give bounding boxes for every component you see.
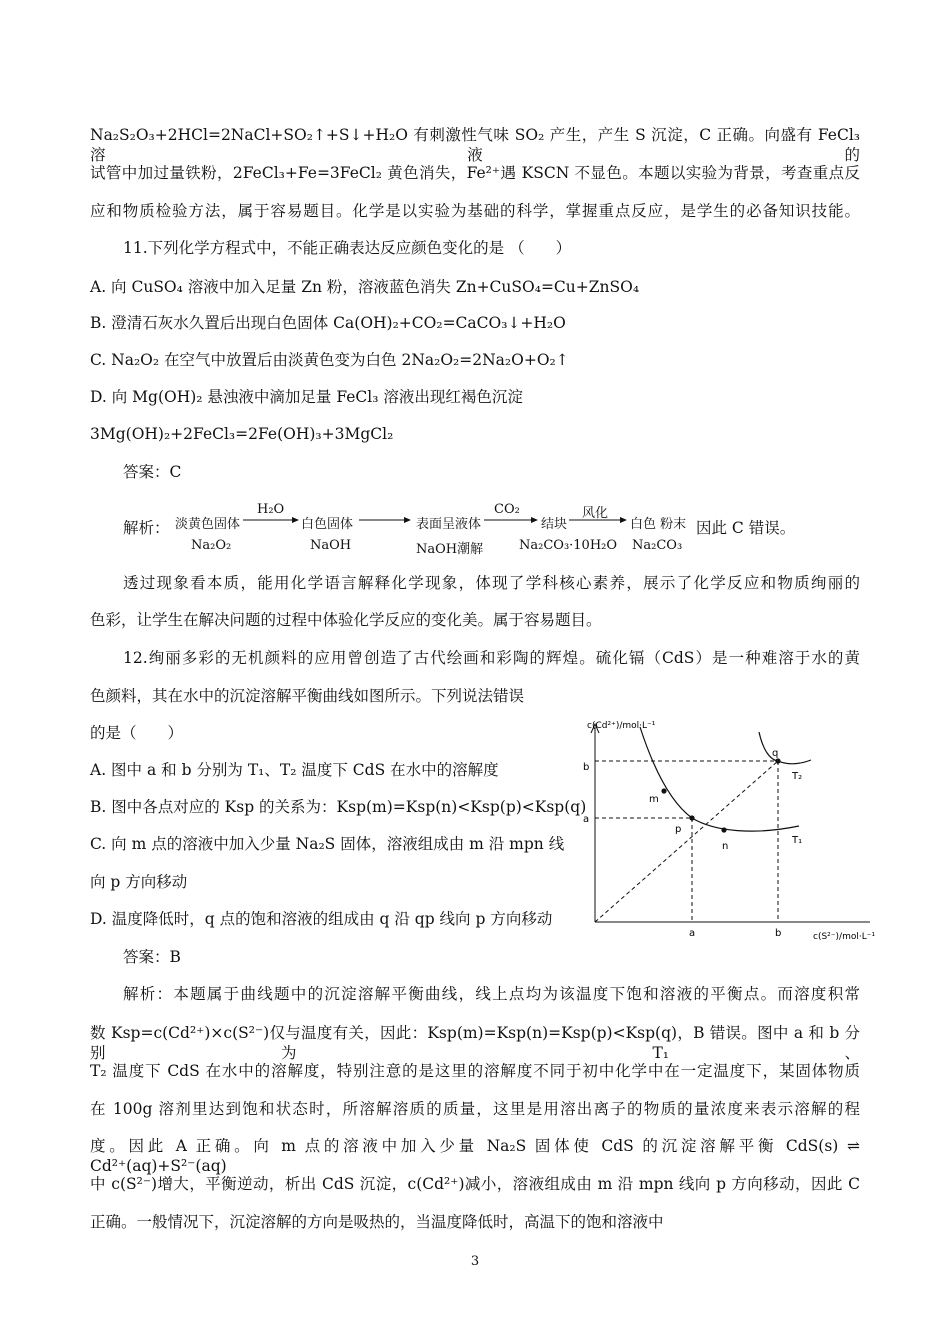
answer-12: 答案：B bbox=[123, 948, 181, 966]
point-n bbox=[721, 827, 726, 832]
text-line: 色彩，让学生在解决问题的过程中体验化学反应的变化美。属于容易题目。 bbox=[90, 611, 602, 629]
question-11-stem: 11.下列化学方程式中，不能正确表达反应颜色变化的是 （ ） bbox=[123, 239, 572, 257]
question-11-option-b: B. 澄清石灰水久置后出现白色固体 Ca(OH)₂+CO₂=CaCO₃↓+H₂O bbox=[90, 314, 566, 332]
text-line: 应和物质检验方法，属于容易题目。化学是以实验为基础的科学，掌握重点反应，是学生的必备知识技能。 bbox=[90, 202, 860, 220]
reaction-flow-diagram bbox=[123, 500, 843, 560]
x-tick-b: b bbox=[775, 928, 782, 939]
label-q: q bbox=[772, 748, 779, 759]
flow-step-3-label: 表面呈液体 bbox=[416, 517, 482, 532]
text-line: Na₂S₂O₃+2HCl=2NaCl+SO₂↑+S↓+H₂O 有刺激性气味 SO₂ 产生，产生 S 沉淀，C 正确。向盛有 FeCl₃ 溶液的 bbox=[90, 126, 860, 164]
flow-step-2-formula: NaOH bbox=[310, 538, 352, 553]
flow-step-5-label: 白色 粉末 bbox=[630, 517, 687, 532]
question-11-option-d: D. 向 Mg(OH)₂ 悬浊液中滴加足量 FeCl₃ 溶液出现红褐色沉淀 bbox=[90, 388, 523, 406]
point-p bbox=[689, 815, 694, 820]
flow-step-3-formula: NaOH潮解 bbox=[416, 542, 484, 557]
curve-t1 bbox=[640, 727, 799, 831]
explanation-line: 正确。一般情况下，沉淀溶解的方向是吸热的，当温度降低时，高温下的饱和溶液中 bbox=[90, 1213, 664, 1231]
explanation-line: 解析：本题属于曲线题中的沉淀溶解平衡曲线，线上点均为该温度下饱和溶液的平衡点。而溶度积常 bbox=[123, 985, 860, 1003]
text-line: 试管中加过量铁粉，2FeCl₃+Fe=3FeCl₂ 黄色消失，Fe²⁺遇 KSCN 不显色。本题以实验为背景，考查重点反 bbox=[90, 164, 860, 182]
flow-arrows bbox=[123, 500, 843, 560]
question-12-option-a: A. 图中 a 和 b 分别为 T₁、T₂ 温度下 CdS 在水中的溶解度 bbox=[90, 761, 499, 779]
page-number: 3 bbox=[470, 1254, 480, 1269]
flow-step-1-formula: Na₂O₂ bbox=[191, 538, 232, 553]
explanation-line: T₂ 温度下 CdS 在水中的溶解度，特别注意的是这里的溶解度不同于初中化学中在一定温度下，某固体物质 bbox=[90, 1062, 860, 1080]
label-t1: T₁ bbox=[792, 835, 803, 846]
label-m: m bbox=[649, 794, 659, 805]
question-11-option-c: C. Na₂O₂ 在空气中放置后由淡黄色变为白色 2Na₂O₂=2Na₂O+O₂↑ bbox=[90, 351, 569, 369]
flow-step-2-label: 白色固体 bbox=[301, 517, 354, 532]
answer-11: 答案：C bbox=[123, 463, 182, 481]
flow-step-4-label: 结块 bbox=[541, 517, 568, 532]
flow-arrow-3-label: CO₂ bbox=[494, 502, 520, 517]
explanation-line: 度。因此 A 正确。向 m 点的溶液中加入少量 Na₂S 固体使 CdS 的沉淀溶解平衡 CdS(s) ⇌ Cd²⁺(aq)+S²⁻(aq) bbox=[90, 1137, 860, 1175]
x-axis-label: c(S²⁻)/mol·L⁻¹ bbox=[813, 932, 876, 942]
flow-step-4-formula: Na₂CO₃·10H₂O bbox=[519, 538, 618, 553]
point-q bbox=[775, 758, 780, 763]
flow-arrow-1-label: H₂O bbox=[257, 502, 285, 517]
question-12-stem-3: 的是（ ） bbox=[90, 724, 184, 742]
question-11-option-d-equation: 3Mg(OH)₂+2FeCl₃=2Fe(OH)₃+3MgCl₂ bbox=[90, 425, 394, 443]
explanation-line: 在 100g 溶剂里达到饱和状态时，所溶解溶质的质量，这里是用溶出离子的物质的量浓度来表示溶解的程 bbox=[90, 1100, 860, 1118]
question-12-option-d: D. 温度降低时，q 点的饱和溶液的组成由 q 沿 qp 线向 p 方向移动 bbox=[90, 910, 553, 928]
flow-suffix: 因此 C 错误。 bbox=[696, 519, 796, 537]
curve-t2 bbox=[759, 732, 811, 764]
question-11-option-a: A. 向 CuSO₄ 溶液中加入足量 Zn 粉，溶液蓝色消失 Zn+CuSO₄=Cu+ZnSO₄ bbox=[90, 278, 640, 296]
flow-step-1-label: 淡黄色固体 bbox=[175, 517, 241, 532]
solubility-curve-plot bbox=[585, 712, 890, 947]
question-12-option-c: C. 向 m 点的溶液中加入少量 Na₂S 固体，溶液组成由 m 沿 mpn 线 bbox=[90, 835, 565, 853]
point-m bbox=[661, 788, 666, 793]
label-n: n bbox=[722, 841, 729, 852]
question-12-stem: 12.绚丽多彩的无机颜料的应用曾创造了古代绘画和彩陶的辉煌。硫化镉（CdS）是一种难溶于水的黄 bbox=[123, 649, 860, 667]
x-tick-a: a bbox=[689, 928, 696, 939]
y-tick-b: b bbox=[583, 762, 590, 773]
flow-prefix: 解析： bbox=[123, 519, 170, 537]
question-12-stem-2: 色颜料，其在水中的沉淀溶解平衡曲线如图所示。下列说法错误 bbox=[90, 687, 525, 705]
text-line: 透过现象看本质，能用化学语言解释化学现象，体现了学科核心素养，展示了化学反应和物质绚丽的 bbox=[123, 574, 860, 592]
flow-arrow-4-label: 风化 bbox=[582, 506, 609, 521]
label-t2: T₂ bbox=[792, 771, 803, 782]
explanation-line: 数 Ksp=c(Cd²⁺)×c(S²⁻)仅与温度有关，因此：Ksp(m)=Ksp(n)=Ksp(p)<Ksp(q)，B 错误。图中 a 和 b 分别为 T₁、 bbox=[90, 1024, 860, 1062]
label-p: p bbox=[675, 824, 682, 835]
question-12-option-b: B. 图中各点对应的 Ksp 的关系为：Ksp(m)=Ksp(n)<Ksp(p)<Ksp(q) bbox=[90, 798, 587, 816]
solubility-equilibrium-figure bbox=[585, 712, 890, 947]
diagonal-dashed-line bbox=[595, 761, 778, 922]
question-12-option-c-2: 向 p 方向移动 bbox=[90, 873, 188, 891]
flow-step-5-formula: Na₂CO₃ bbox=[632, 538, 683, 553]
explanation-line: 中 c(S²⁻)增大，平衡逆动，析出 CdS 沉淀，c(Cd²⁺)减小，溶液组成由 m 沿 mpn 线向 p 方向移动，因此 C bbox=[90, 1175, 860, 1193]
y-tick-a: a bbox=[583, 814, 590, 825]
y-axis-label: c(Cd²⁺)/mol·L⁻¹ bbox=[587, 721, 656, 731]
